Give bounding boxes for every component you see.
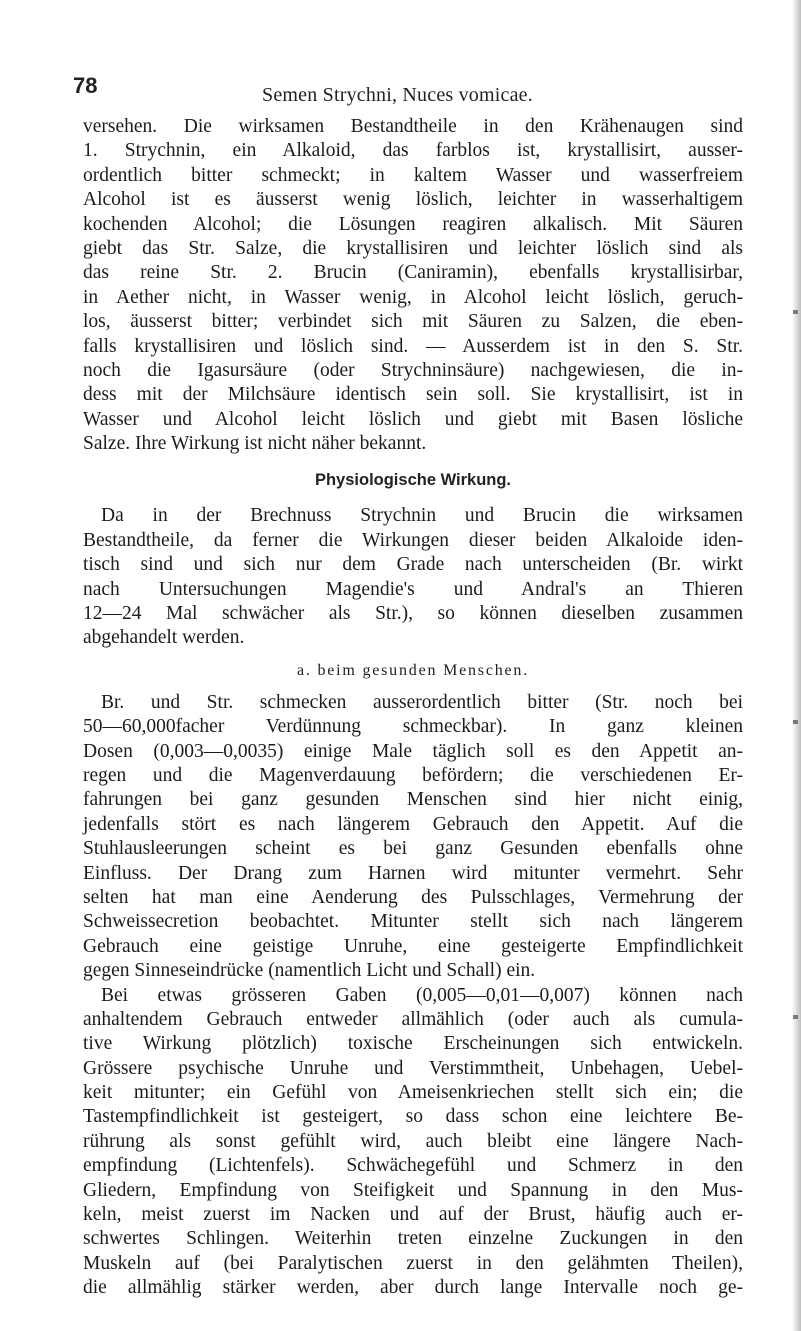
text-line: noch die Igasursäure (oder Strychninsäure) nachgewiesen, die in- — [83, 359, 743, 381]
paragraph-healthy — [83, 691, 743, 984]
text-line: Stuhlausleerungen scheint es bei ganz Gesunden ebenfalls ohne — [83, 838, 743, 860]
text-line: empfindung (Lichtenfels). Schwächegefühl und Schmerz in den — [83, 1155, 743, 1177]
text-line: versehen. Die wirksamen Bestandtheile in den Krähenaugen sind — [83, 116, 743, 137]
text-line: keln, meist zuerst im Nacken und auf der Brust, häufig auch er- — [83, 1204, 743, 1226]
text-line: nach Untersuchungen Magendie's und Andral's an Thieren — [83, 578, 743, 600]
text-line: regen und die Magenverdauung befördern; die verschiedenen Er- — [83, 764, 743, 786]
text-line: Muskeln auf (bei Paralytischen zuerst in den gelähmten Theilen), — [83, 1252, 743, 1274]
text-line: ordentlich bitter schmeckt; in kaltem Wasser und wasserfreiem — [83, 164, 743, 186]
text-line: 50—60,000facher Verdünnung schmeckbar). In ganz kleinen — [83, 716, 743, 738]
text-line: das reine Str. 2. Brucin (Caniramin), ebenfalls krystallisirbar, — [83, 262, 743, 284]
paragraph-intro — [83, 504, 743, 650]
text-line: 1. Strychnin, ein Alkaloid, das farblos ist, krystallisirt, ausser- — [83, 140, 743, 162]
text-line: Alcohol ist es äusserst wenig löslich, leichter in wasserhaltigem — [83, 189, 743, 211]
body-text — [83, 115, 743, 1301]
text-line: tive Wirkung plötzlich) toxische Erscheinungen sich entwickeln. — [83, 1033, 743, 1055]
text-line: jedenfalls stört es nach längerem Gebrauch den Appetit. Auf die — [83, 813, 743, 835]
page-edge-shadow — [792, 0, 801, 1331]
text-line: keit mitunter; ein Gefühl von Ameisenkriechen stellt sich ein; die — [83, 1082, 743, 1104]
text-line: Br. und Str. schmecken ausserordentlich bitter (Str. noch bei — [101, 691, 743, 713]
text-line: kochenden Alcohol; die Lösungen reagiren alkalisch. Mit Säuren — [83, 213, 743, 235]
page-edge-mark — [793, 720, 798, 724]
text-line: Gebrauch eine geistige Unruhe, eine gesteigerte Empfindlichkeit — [83, 935, 743, 957]
text-line: Wasser und Alcohol leicht löslich und giebt mit Basen lösliche — [83, 408, 743, 430]
text-line: selten hat man eine Aenderung des Pulsschlages, Vermehrung der — [83, 886, 743, 908]
text-line: anhaltendem Gebrauch entweder allmählich (oder auch als cumula- — [83, 1008, 743, 1030]
text-line: rührung als sonst gefühlt wird, auch bleibt eine längere Nach- — [83, 1130, 743, 1152]
section-heading: Physiologische Wirkung. — [314, 471, 512, 490]
text-line: Da in der Brechnuss Strychnin und Brucin die wirksamen — [101, 505, 743, 527]
text-line: gegen Sinneseindrücke (namentlich Licht und Schall) ein. — [83, 960, 536, 982]
text-line: Bestandtheile, da ferner die Wirkungen dieser beiden Alkaloide iden- — [83, 529, 743, 551]
text-line: Tastempfindlichkeit ist gesteigert, so dass schon eine leichtere Be- — [83, 1106, 743, 1128]
text-line: abgehandelt werden. — [83, 627, 245, 649]
page-edge-mark — [793, 310, 798, 314]
text-line: fahrungen bei ganz gesunden Menschen sind hier nicht einig, — [83, 789, 743, 811]
text-line: schwertes Schlingen. Weiterhin treten einzelne Zuckungen in den — [83, 1228, 743, 1250]
text-line: 12—24 Mal schwächer als Str.), so können dieselben zusammen — [83, 603, 743, 625]
text-line: giebt das Str. Salze, die krystallisiren und leichter löslich sind als — [83, 237, 743, 259]
page-number: 78 — [73, 73, 98, 98]
text-line: Schweissecretion beobachtet. Mitunter stellt sich nach längerem — [83, 911, 743, 933]
page-edge-mark — [793, 1015, 798, 1019]
text-line: die allmählig stärker werden, aber durch lange Intervalle noch ge- — [83, 1277, 743, 1299]
text-line: Gliedern, Empfindung von Steifigkeit und Spannung in den Mus- — [83, 1179, 743, 1201]
text-line: in Aether nicht, in Wasser wenig, in Alcohol leicht löslich, geruch- — [83, 286, 743, 308]
text-line: Dosen (0,003—0,0035) einige Male täglich soll es den Appetit an- — [83, 740, 743, 762]
text-line: Bei etwas grösseren Gaben (0,005—0,01—0,007) können nach — [101, 984, 743, 1006]
paragraph-constituents — [83, 115, 743, 456]
subsection-heading: a. beim gesunden Menschen. — [296, 661, 530, 679]
text-line: Grössere psychische Unruhe und Verstimmtheit, Unbehagen, Uebel- — [83, 1057, 743, 1079]
text-line: los, äusserst bitter; verbindet sich mit Säuren zu Salzen, die eben- — [83, 311, 743, 333]
text-line: dess mit der Milchsäure identisch sein soll. Sie krystallisirt, ist in — [83, 384, 743, 406]
text-line: falls krystallisiren und löslich sind. — Ausserdem ist in den S. Str. — [83, 335, 743, 357]
paragraph-larger-doses — [83, 984, 743, 1301]
running-head: Semen Strychni, Nuces vomicae. — [262, 84, 533, 106]
text-line: tisch sind und sich nur dem Grade nach unterscheiden (Br. wirkt — [83, 554, 743, 576]
text-line: Einfluss. Der Drang zum Harnen wird mitunter vermehrt. Sehr — [83, 862, 743, 884]
text-line: Salze. Ihre Wirkung ist nicht näher bekannt. — [83, 433, 427, 455]
